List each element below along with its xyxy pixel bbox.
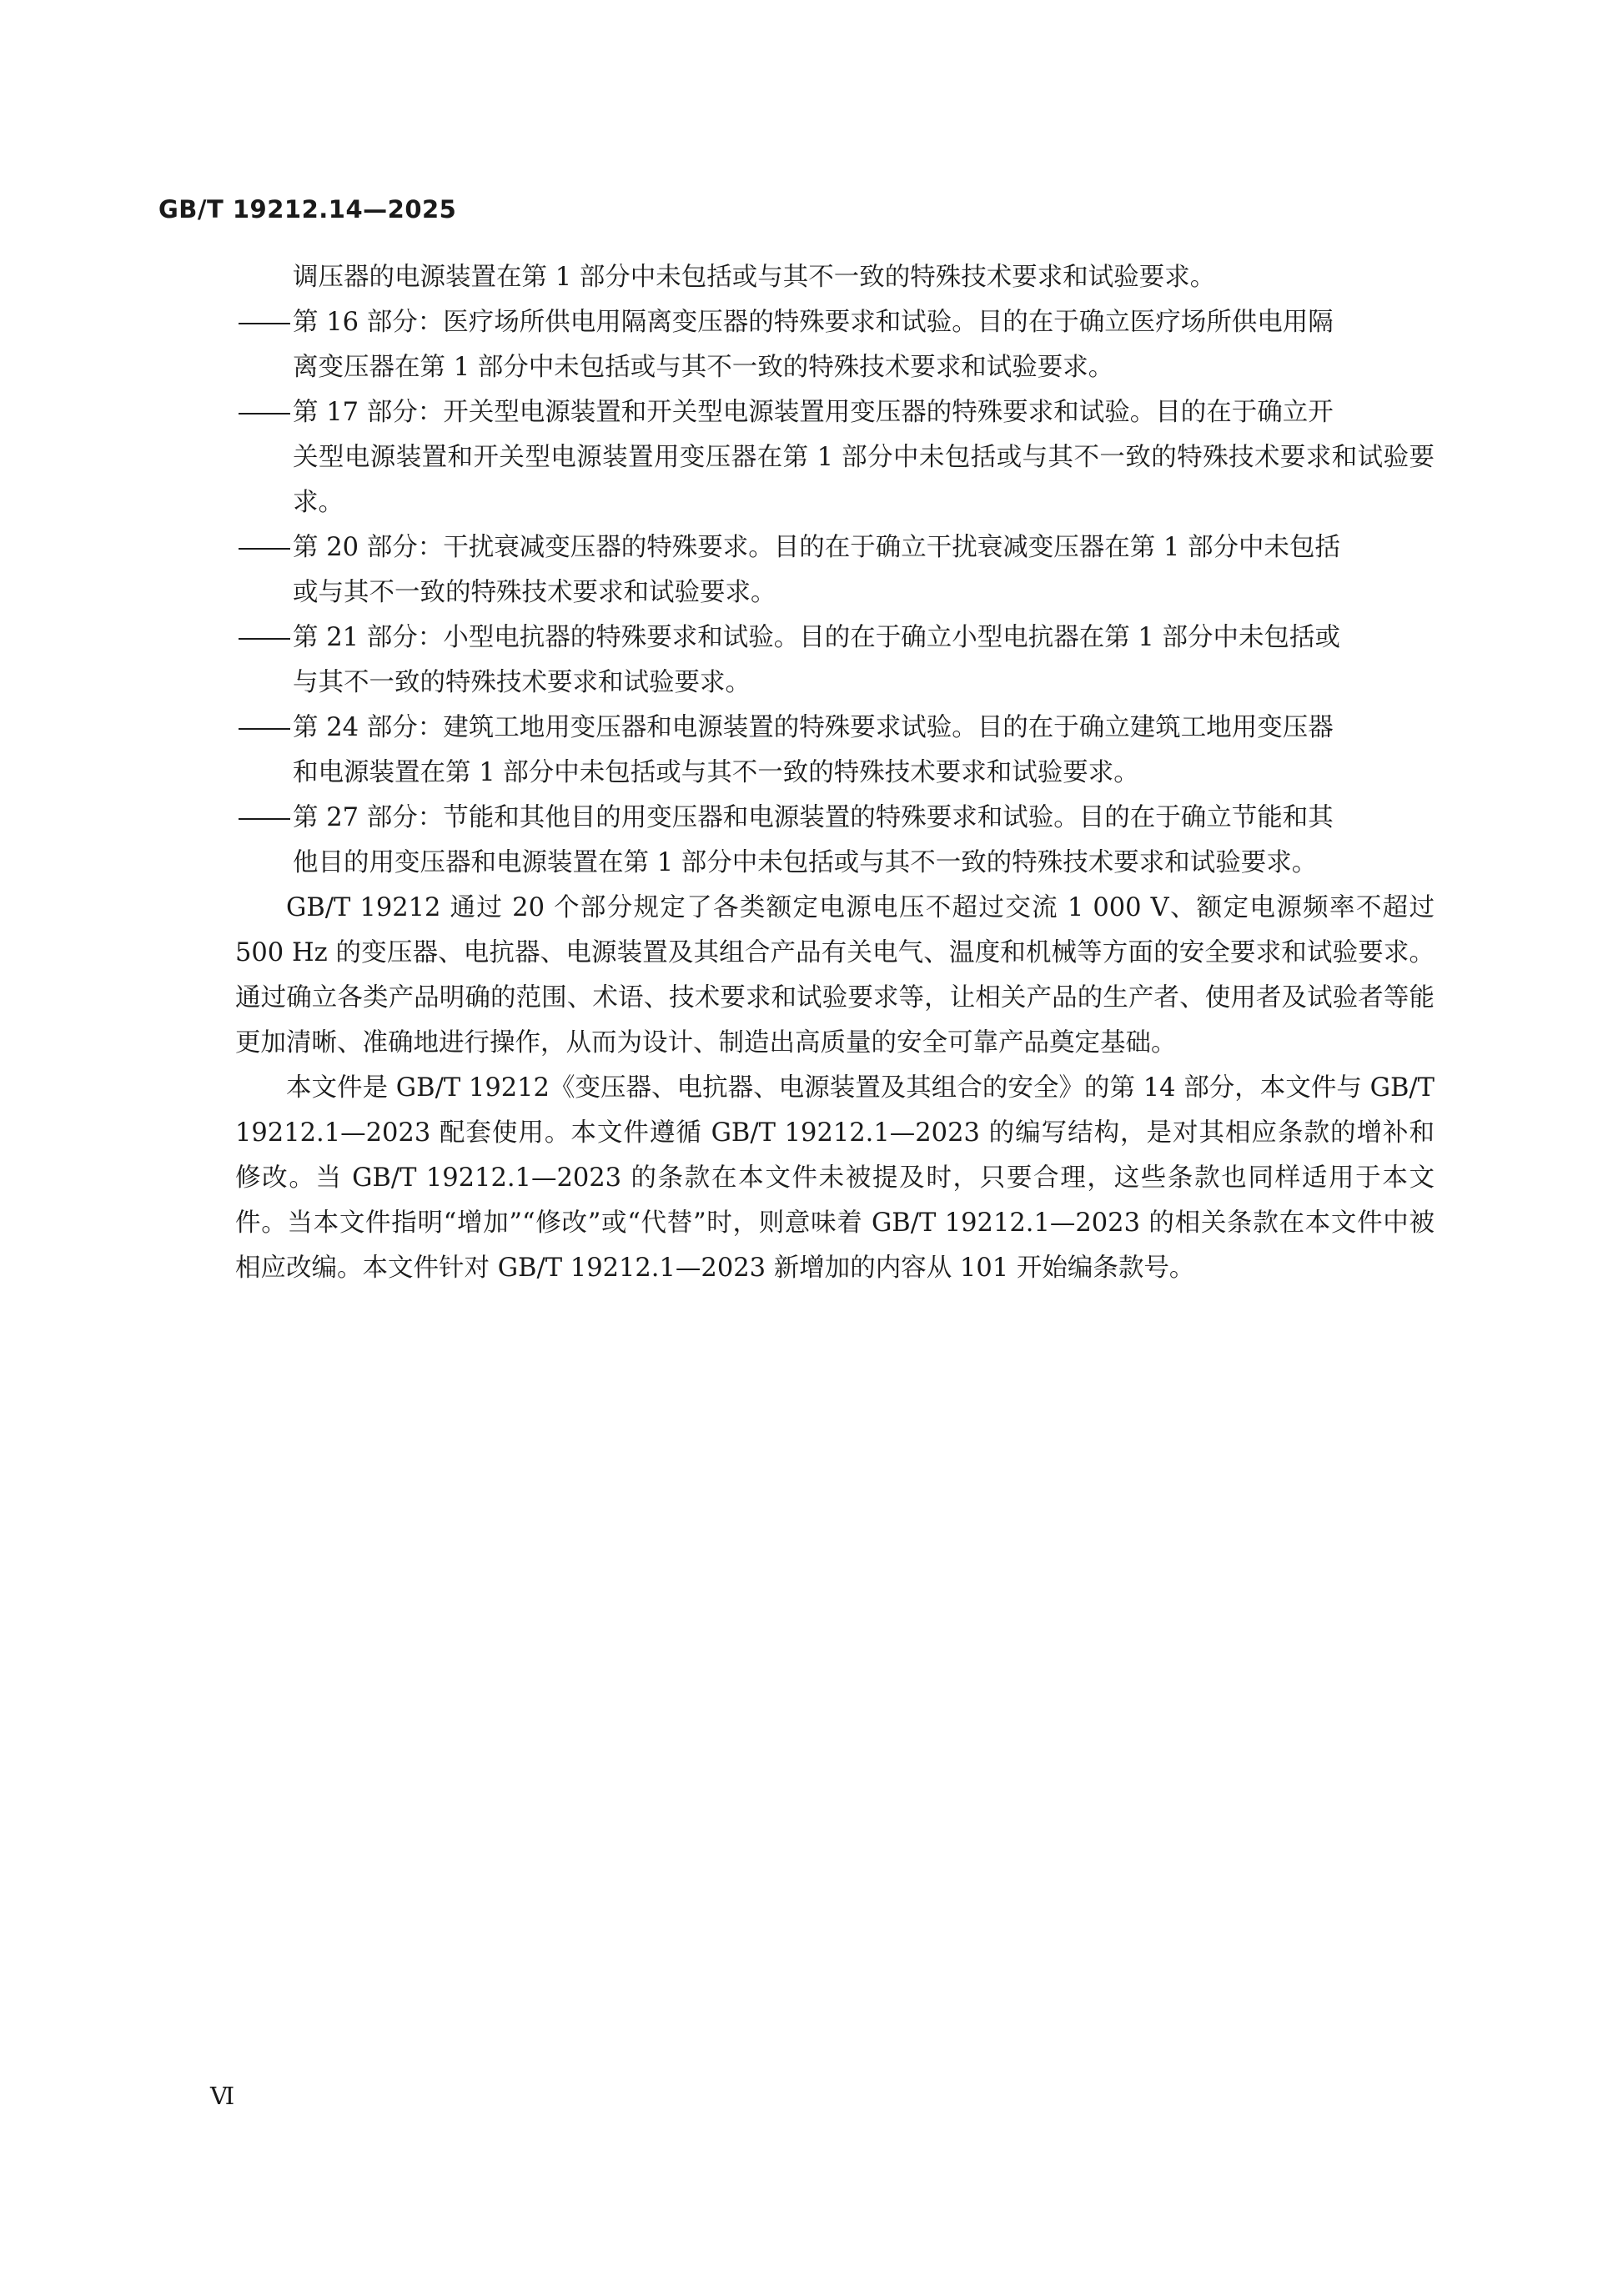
list-item-first-line: 第 21 部分：小型电抗器的特殊要求和试验。目的在于确立小型电抗器在第 1 部分中未包括或 [293,623,1340,652]
list-item-rest: 与其不一致的特殊技术要求和试验要求。 [293,668,751,697]
page-number: Ⅵ [210,2082,235,2110]
continuation-line: 调压器的电源装置在第 1 部分中未包括或与其不一致的特殊技术要求和试验要求。 [293,263,1216,292]
list-item-rest: 他目的用变压器和电源装置在第 1 部分中未包括或与其不一致的特殊技术要求和试验要求。 [293,848,1318,877]
list-item-first-line: 第 20 部分：干扰衰减变压器的特殊要求。目的在于确立干扰衰减变压器在第 1 部分中未包括 [293,533,1340,562]
list-item-rest: 离变压器在第 1 部分中未包括或与其不一致的特殊技术要求和试验要求。 [293,353,1114,382]
standard-number-header: GB/T 19212.14—2025 [158,195,457,224]
list-item-first-line: 第 17 部分：开关型电源装置和开关型电源装置用变压器的特殊要求和试验。目的在于确立开 [293,398,1334,427]
paragraph-document-relation: 本文件是 GB/T 19212《变压器、电抗器、电源装置及其组合的安全》的第 14 部分，本文件与 GB/T 19212.1—2023 配套使用。本文件遵循 GB/T 19212.1—2023 的编写结构，是对其相应条款的增补和修改。当 GB/T 19212.1—2023 的条款在本文件未被提及时，只要合理，这些条款也同样适用于本文件。当本文件指明“增加”“修改”或“代替”时，则意味着 GB/T 19212.1—2023 的相关条款在本文件中被相应改编。本文件针对 GB/T 19212.1—2023 新增加的内容从 101 开始编条款号。 [235,1073,1435,1283]
list-item [235,706,1435,796]
paragraph-scope-overview: GB/T 19212 通过 20 个部分规定了各类额定电源电压不超过交流 1 000 V、额定电源频率不超过 500 Hz 的变压器、电抗器、电源装置及其组合产品有关电气、温度和机械等方面的安全要求和试验要求。通过确立各类产品明确的范围、术语、技术要求和试验要求等，让相关产品的生产者、使用者及试验者等能更加清晰、准确地进行操作，从而为设计、制造出高质量的安全可靠产品奠定基础。 [235,893,1435,1058]
list-item [235,615,1435,706]
list-item [235,390,1435,525]
list-item [235,300,1435,390]
list-item-first-line: 第 24 部分：建筑工地用变压器和电源装置的特殊要求试验。目的在于确立建筑工地用变压器 [293,713,1334,742]
list-item [235,525,1435,615]
list-item-first-line: 第 27 部分：节能和其他目的用变压器和电源装置的特殊要求和试验。目的在于确立节能和其 [293,803,1334,832]
list-item-rest: 关型电源装置和开关型电源装置用变压器在第 1 部分中未包括或与其不一致的特殊技术要求和试验要求。 [293,443,1435,517]
list-item [235,796,1435,886]
list-item-rest: 或与其不一致的特殊技术要求和试验要求。 [293,578,776,607]
list-item-first-line: 第 16 部分：医疗场所供电用隔离变压器的特殊要求和试验。目的在于确立医疗场所供电用隔 [293,308,1334,337]
list-item-rest: 和电源装置在第 1 部分中未包括或与其不一致的特殊技术要求和试验要求。 [293,758,1139,787]
document-body [235,255,1435,1291]
